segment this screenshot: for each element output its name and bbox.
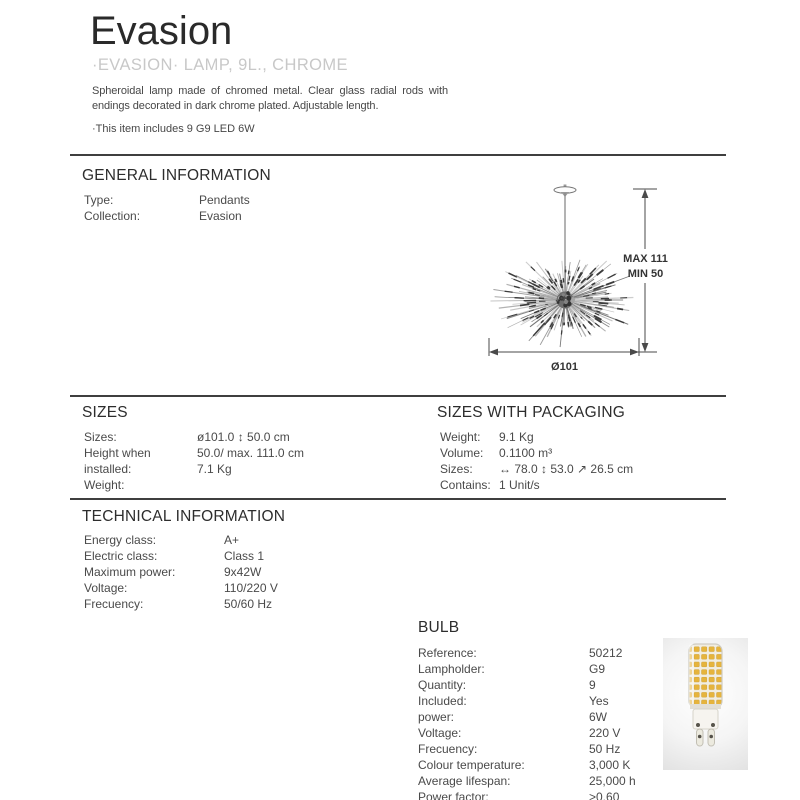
- spec-row: [418, 677, 636, 693]
- spec-value: 220 V: [589, 726, 621, 740]
- technical-heading: TECHNICAL INFORMATION: [82, 508, 286, 525]
- sizes-rows: [84, 429, 304, 493]
- spec-row: [84, 208, 250, 224]
- spec-label: Frecuency:: [418, 742, 478, 756]
- spec-value: 7.1 Kg: [197, 462, 232, 476]
- spec-label: Volume:: [440, 446, 484, 460]
- arrow-up-icon: [642, 189, 649, 198]
- g9-bulb-graphic: [663, 638, 748, 770]
- spec-row: [84, 532, 278, 548]
- sizes-heading: SIZES: [82, 404, 128, 421]
- spec-label: Height when: [84, 446, 151, 460]
- spec-value: 50/60 Hz: [224, 597, 273, 611]
- spec-label: power:: [418, 710, 455, 724]
- spec-value: 9: [589, 678, 596, 692]
- spec-row: [418, 773, 636, 789]
- spec-row: [84, 580, 278, 596]
- spec-label: Colour temperature:: [418, 758, 525, 772]
- spec-row: [84, 477, 304, 493]
- arrow-down-icon: [642, 343, 649, 352]
- spec-row: [440, 461, 633, 477]
- spec-value: 50 Hz: [589, 742, 621, 756]
- spec-label: Average lifespan:: [418, 774, 511, 788]
- technical-rows: [84, 532, 278, 612]
- spec-label: Included:: [418, 694, 467, 708]
- min-height-label: MIN 50: [627, 268, 664, 280]
- spec-value: A+: [224, 533, 240, 547]
- page-title: Evasion: [90, 9, 233, 53]
- spec-row: [418, 693, 636, 709]
- spec-label: Maximum power:: [84, 565, 176, 579]
- spec-label: Contains:: [440, 478, 491, 492]
- spec-row: [84, 445, 304, 461]
- packaging-rows: [440, 429, 633, 493]
- spec-value: 50.0/ max. 111.0 cm: [197, 446, 304, 460]
- spec-label: Weight:: [440, 430, 481, 444]
- general-information-rows: [84, 192, 250, 224]
- spec-label: Lampholder:: [418, 662, 485, 676]
- spec-label: Sizes:: [84, 430, 117, 444]
- section-divider: [70, 154, 726, 156]
- lamp-dimension-diagram: [470, 170, 670, 385]
- spec-value: 3,000 K: [589, 758, 631, 772]
- diameter-label: Ø101: [551, 361, 578, 373]
- spec-label: Power factor:: [418, 790, 489, 800]
- spec-row: [84, 429, 304, 445]
- spec-row: [440, 429, 633, 445]
- spec-value: G9: [589, 662, 606, 676]
- arrow-right-icon: [630, 349, 639, 356]
- spec-value: 9x42W: [224, 565, 262, 579]
- spec-row: [84, 461, 304, 477]
- max-height-label: MAX 111: [623, 253, 668, 265]
- product-subtitle: ·EVASION· LAMP, 9L., CHROME: [92, 56, 348, 74]
- spec-row: [84, 564, 278, 580]
- spec-label: Sizes:: [440, 462, 473, 476]
- spec-row: [418, 645, 636, 661]
- spec-label: Voltage:: [84, 581, 128, 595]
- section-divider: [70, 395, 726, 397]
- spec-label: Voltage:: [418, 726, 462, 740]
- g9-bulb-image: [663, 638, 748, 770]
- spec-value: ↔ 78.0 ↕ 53.0 ↗ 26.5 cm: [499, 462, 634, 476]
- spec-row: [418, 789, 636, 800]
- spec-value: Pendants: [199, 193, 250, 207]
- spec-value: Class 1: [224, 549, 265, 563]
- spec-value: 0.1100 m³: [499, 446, 553, 460]
- spec-label: Frecuency:: [84, 597, 144, 611]
- bulb-pins: [697, 729, 715, 746]
- spec-label: Weight:: [84, 478, 125, 492]
- spec-label: installed:: [84, 462, 132, 476]
- spec-value: 6W: [589, 710, 607, 724]
- bulb-band: [690, 704, 721, 709]
- product-note: ·This item includes 9 G9 LED 6W: [92, 123, 255, 135]
- spec-row: [418, 725, 636, 741]
- spec-row: [84, 192, 250, 208]
- arrow-left-icon: [489, 349, 498, 356]
- spec-row: [440, 477, 633, 493]
- spec-row: [84, 548, 278, 564]
- spec-label: Type:: [84, 193, 114, 207]
- spec-label: Energy class:: [84, 533, 157, 547]
- spec-value: 1 Unit/s: [499, 478, 540, 492]
- bulb-rows: [418, 645, 636, 800]
- general-information-heading: GENERAL INFORMATION: [82, 167, 271, 184]
- spec-row: [418, 709, 636, 725]
- packaging-heading: SIZES WITH PACKAGING: [437, 404, 626, 421]
- spec-value: 110/220 V: [224, 581, 278, 595]
- spec-value: ø101.0 ↕ 50.0 cm: [197, 430, 290, 444]
- section-divider: [70, 498, 726, 500]
- diameter-dimension-line: [489, 338, 639, 356]
- spec-label: Electric class:: [84, 549, 158, 563]
- spec-value: Yes: [589, 694, 609, 708]
- spec-row: [440, 445, 633, 461]
- spec-value: Evasion: [199, 209, 242, 223]
- spec-row: [84, 596, 278, 612]
- bulb-heading: BULB: [418, 619, 460, 636]
- product-description: Spheroidal lamp made of chromed metal. Clear glass radial rods with endings decorated in dark chrome plated. Adjustable length.: [92, 85, 448, 112]
- spec-row: [418, 757, 636, 773]
- spec-row: [418, 741, 636, 757]
- spec-value: 50212: [589, 646, 623, 660]
- spec-value: 9.1 Kg: [499, 430, 534, 444]
- spec-value: 25,000 h: [589, 774, 636, 788]
- spec-label: Reference:: [418, 646, 477, 660]
- spec-label: Collection:: [84, 209, 141, 223]
- spec-row: [418, 661, 636, 677]
- spec-value: >0.60: [589, 790, 620, 800]
- spec-label: Quantity:: [418, 678, 467, 692]
